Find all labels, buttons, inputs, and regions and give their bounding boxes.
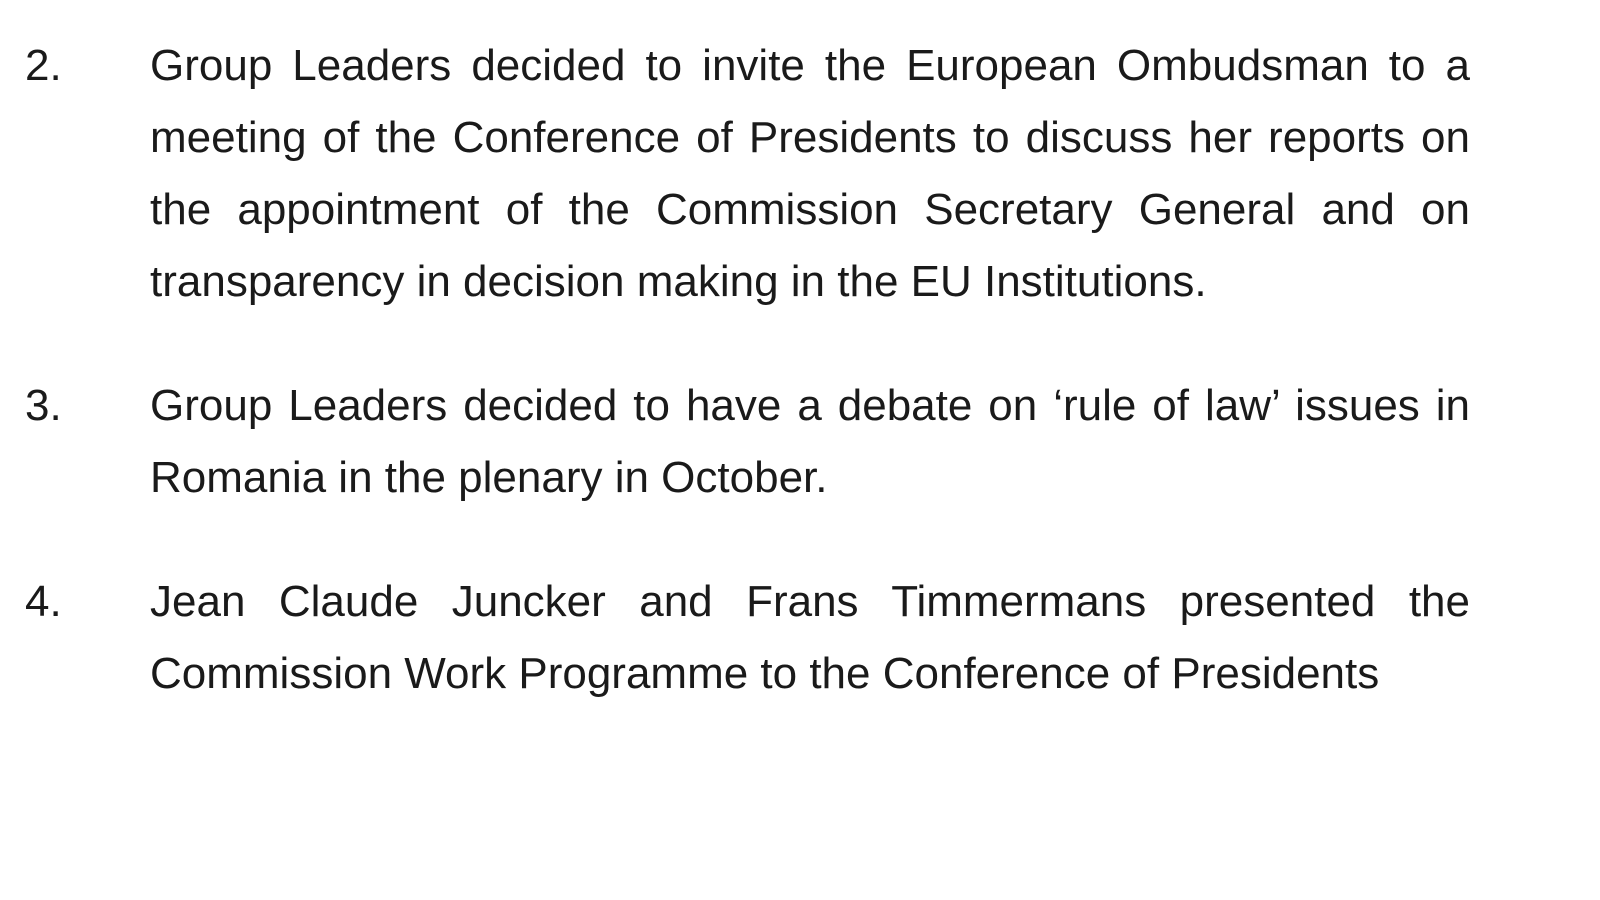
- list-item: [25, 370, 1505, 514]
- list-item-number: 3.: [25, 381, 62, 430]
- list-item-text: Group Leaders decided to have a debate on ‘rule of law’ issues in Romania in the plenary in October.: [150, 381, 1470, 502]
- list-item: [25, 30, 1505, 318]
- list-item-text: Group Leaders decided to invite the European Ombudsman to a meeting of the Conference of Presidents to discuss her reports on the appointment of the Commission Secretary General and on transparency in decision making in the EU Institutions.: [150, 41, 1470, 306]
- document-body: [25, 30, 1505, 762]
- list-item-text: Jean Claude Juncker and Frans Timmermans presented the Commission Work Programme to the Conference of Presidents: [150, 577, 1470, 698]
- list-item: [25, 566, 1505, 710]
- list-item-number: 4.: [25, 577, 62, 626]
- list-item-number: 2.: [25, 41, 62, 90]
